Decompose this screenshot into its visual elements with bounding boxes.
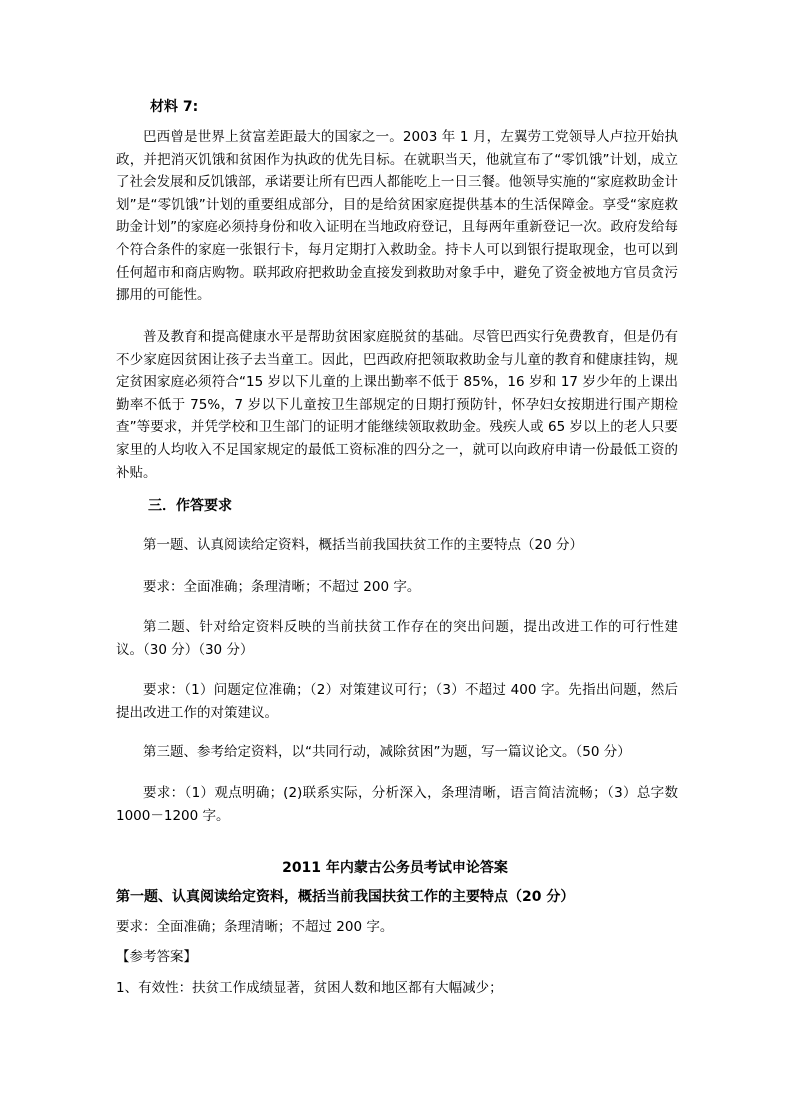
question-2: 第二题、针对给定资料反映的当前扶贫工作存在的突出问题，提出改进工作的可行性建议。（30 分）（30 分） xyxy=(116,619,678,658)
answer-item-1: 1、有效性：扶贫工作成绩显著，贫困人数和地区都有大幅减少； xyxy=(116,980,503,996)
question-3-requirement: 要求：（1）观点明确；(2)联系实际，分析深入，条理清晰，语言简洁流畅；（3）总字数 1000－1200 字。 xyxy=(116,785,678,824)
question-1: 第一题、认真阅读给定资料，概括当前我国扶贫工作的主要特点（20 分） xyxy=(143,537,583,553)
question-1-requirement: 要求：全面准确；条理清晰；不超过 200 字。 xyxy=(143,579,421,595)
answers-title: 2011 年内蒙古公务员考试申论答案 xyxy=(282,860,508,876)
material-paragraph-2: 普及教育和提高健康水平是帮助贫困家庭脱贫的基础。尽管巴西实行免费教育，但是仍有不少家庭因贫困让孩子去当童工。因此，巴西政府把领取救助金与儿童的教育和健康挂钩，规定贫困家庭必须符合“15 岁以下儿童的上课出勤率不低于 85%，16 岁和 17 岁少年的上课出勤率不低于 75%，7 岁以下儿童按卫生部规定的日期打预防针，怀孕妇女按期进行围产期检查”等要求，并凭学校和卫生部门的证明才能继续领取救助金。残疾人或 65 岁以上的老人只要家里的人均收入不足国家规定的最低工资标准的四分之一，就可以向政府申请一份最低工资的补贴。 xyxy=(116,329,678,481)
question-2-requirement: 要求：（1）问题定位准确；（2）对策建议可行；（3）不超过 400 字。先指出问题，然后提出改进工作的对策建议。 xyxy=(116,682,678,721)
material-title: 材料 7: xyxy=(150,99,199,115)
material-paragraph-1: 巴西曾是世界上贫富差距最大的国家之一。2003 年 1 月，左翼劳工党领导人卢拉开始执政，并把消灭饥饿和贫困作为执政的优先目标。在就职当天，他就宣布了“零饥饿”计划，成立了社会发展和反饥饿部，承诺要让所有巴西人都能吃上一日三餐。他领导实施的“家庭救助金计划”是“零饥饿”计划的重要组成部分，目的是给贫困家庭提供基本的生活保障金。享受“家庭救助金计划”的家庭必须持身份和收入证明在当地政府登记，且每两年重新登记一次。政府发给每个符合条件的家庭一张银行卡，每月定期打入救助金。持卡人可以到银行提取现金，也可以到任何超市和商店购物。联邦政府把救助金直接发到救助对象手中，避免了资金被地方官员贪污挪用的可能性。 xyxy=(116,129,678,304)
reference-answer-label: 【参考答案】 xyxy=(116,949,197,965)
answer-question-1-title: 第一题、认真阅读给定资料，概括当前我国扶贫工作的主要特点（20 分） xyxy=(116,889,575,905)
question-3: 第三题、参考给定资料，以“共同行动，减除贫困”为题，写一篇议论文。（50 分） xyxy=(143,744,631,760)
answer-question-1-requirement: 要求：全面准确；条理清晰；不超过 200 字。 xyxy=(116,919,394,935)
requirements-heading: 三．作答要求 xyxy=(148,498,232,514)
